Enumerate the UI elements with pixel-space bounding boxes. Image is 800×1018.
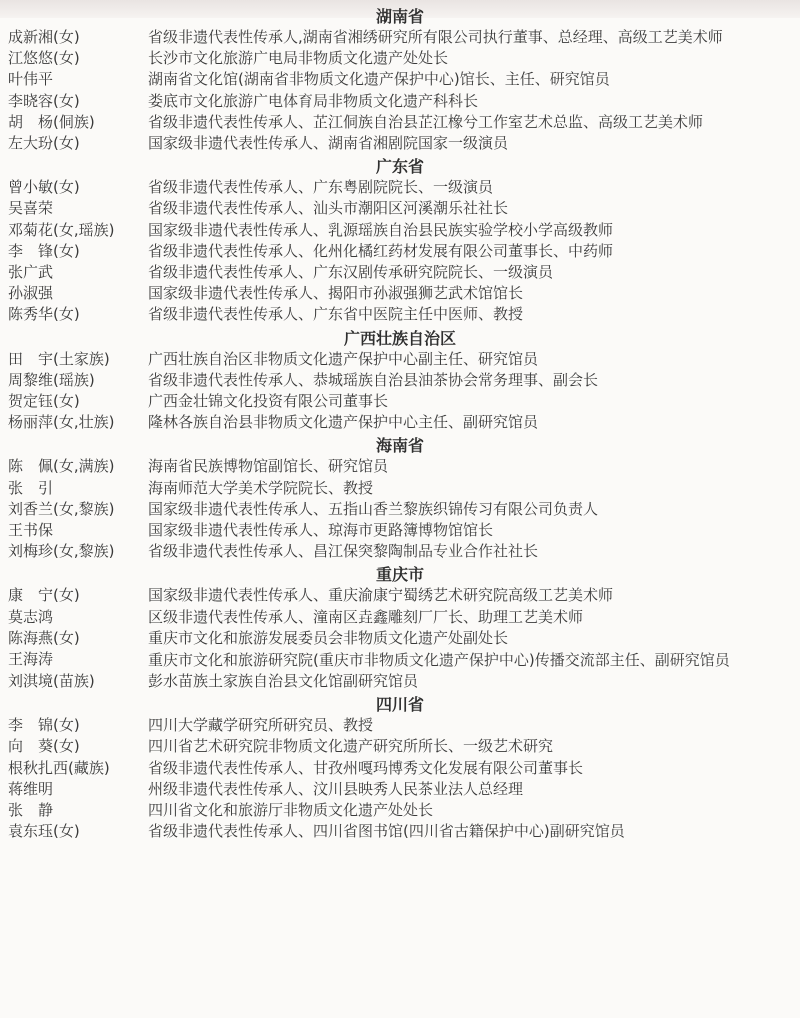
- person-title: 海南师范大学美术学院院长、教授: [148, 478, 374, 497]
- person-title: 四川省艺术研究院非物质文化遗产研究所所长、一级艺术研究: [148, 737, 554, 756]
- person-row: [8, 349, 792, 370]
- person-title: 区级非遗代表性传承人、潼南区垚鑫雕刻厂厂长、助理工艺美术师: [148, 607, 584, 626]
- province-heading: 海南省: [375, 436, 424, 456]
- person-title: 国家级非遗代表性传承人、揭阳市孙淑强狮艺武术馆馆长: [148, 284, 524, 303]
- person-name: 王海涛: [8, 650, 54, 669]
- person-name: 莫志鸿: [8, 607, 54, 626]
- person-title: 娄底市文化旅游广电体育局非物质文化遗产科科长: [148, 91, 479, 110]
- person-name: 张 引: [8, 478, 54, 497]
- person-name: 蒋维明: [8, 779, 54, 798]
- person-title: 州级非遗代表性传承人、汶川县映秀人民茶业法人总经理: [148, 779, 524, 798]
- person-title: 省级非遗代表性传承人,湖南省湘绣研究所有限公司执行董事、总经理、高级工艺美术师: [148, 28, 723, 46]
- province-heading: 重庆市: [375, 565, 424, 585]
- province-heading: 广东省: [375, 157, 424, 177]
- person-name: 左大玢(女): [8, 134, 80, 153]
- person-name: 陈 佩(女,满族): [8, 457, 115, 476]
- person-title: 省级非遗代表性传承人、化州化橘红药材发展有限公司董事长、中药师: [148, 241, 614, 260]
- person-title: 省级非遗代表性传承人、芷江侗族自治县芷江橡兮工作室艺术总监、高级工艺美术师: [148, 112, 704, 131]
- person-title: 省级非遗代表性传承人、广东粤剧院院长、一级演员: [148, 178, 494, 197]
- person-row: [8, 27, 792, 48]
- person-row: [8, 412, 792, 433]
- person-name: 吴喜荣: [8, 199, 54, 218]
- person-name: 田 宇(土家族): [8, 349, 110, 368]
- person-row: [8, 758, 792, 779]
- person-name: 江悠悠(女): [8, 49, 80, 68]
- person-row: [8, 715, 792, 736]
- person-row: [8, 370, 792, 391]
- person-row: [8, 456, 792, 477]
- person-name: 贺定钰(女): [8, 392, 80, 411]
- person-title: 省级非遗代表性传承人、广东省中医院主任中医师、教授: [148, 305, 524, 324]
- person-row: [8, 499, 792, 520]
- person-row: [8, 133, 792, 154]
- person-title: 国家级非遗代表性传承人、重庆渝康宁蜀绣艺术研究院高级工艺美术师: [148, 586, 614, 605]
- person-row: [8, 541, 792, 562]
- person-row: [8, 585, 792, 606]
- person-title: 省级非遗代表性传承人、四川省图书馆(四川省古籍保护中心)副研究馆员: [148, 822, 625, 841]
- person-name: 李 锋(女): [8, 241, 80, 260]
- person-row: [8, 283, 792, 304]
- person-name: 刘淇境(苗族): [8, 672, 95, 691]
- person-title: 隆林各族自治县非物质文化遗产保护中心主任、副研究馆员: [148, 413, 539, 432]
- person-row: [8, 520, 792, 541]
- person-title: 省级非遗代表性传承人、甘孜州嘎玛博秀文化发展有限公司董事长: [148, 758, 584, 777]
- person-title: 海南省民族博物馆副馆长、研究馆员: [148, 457, 389, 476]
- person-name: 曾小敏(女): [8, 178, 80, 197]
- person-title: 省级非遗代表性传承人、恭城瑶族自治县油茶协会常务理事、副会长: [148, 370, 599, 389]
- person-name: 陈海燕(女): [8, 628, 80, 647]
- person-title: 四川大学藏学研究所研究员、教授: [148, 716, 374, 735]
- person-row: [8, 736, 792, 757]
- province-heading: 四川省: [375, 695, 424, 715]
- province-heading: 广西壮族自治区: [343, 328, 456, 348]
- person-row: [8, 69, 792, 90]
- person-title: 长沙市文化旅游广电局非物质文化遗产处处长: [148, 49, 449, 68]
- person-title: 国家级非遗代表性传承人、琼海市更路簿博物馆馆长: [148, 521, 494, 540]
- person-row: [8, 48, 792, 69]
- person-row: [8, 177, 792, 198]
- person-name: 胡 杨(侗族): [8, 112, 95, 131]
- person-title: 湖南省文化馆(湖南省非物质文化遗产保护中心)馆长、主任、研究馆员: [148, 70, 610, 89]
- person-title: 四川省文化和旅游厅非物质文化遗产处处长: [148, 801, 434, 820]
- person-name: 邓菊花(女,瑶族): [8, 220, 115, 239]
- person-row: [8, 304, 792, 325]
- province-heading: 湖南省: [375, 7, 424, 26]
- person-name: 李 锦(女): [8, 716, 80, 735]
- person-title: 彭水苗族土家族自治县文化馆副研究馆员: [148, 672, 419, 691]
- person-title: 国家级非遗代表性传承人、五指山香兰黎族织锦传习有限公司负责人: [148, 499, 599, 518]
- person-row: [8, 779, 792, 800]
- person-title: 省级非遗代表性传承人、广东汉剧传承研究院院长、一级演员: [148, 263, 554, 282]
- person-name: 周黎维(瑶族): [8, 370, 95, 389]
- person-name: 根秋扎西(藏族): [8, 758, 110, 777]
- person-title: 广西金壮锦文化投资有限公司董事长: [148, 392, 389, 411]
- person-name: 张 静: [8, 801, 54, 820]
- person-name: 向 葵(女): [8, 737, 80, 756]
- person-row: [8, 478, 792, 499]
- person-name: 康 宁(女): [8, 586, 80, 605]
- person-row: [8, 262, 792, 283]
- person-title: 重庆市文化和旅游研究院(重庆市非物质文化遗产保护中心)传播交流部主任、副研究馆员: [148, 651, 730, 670]
- person-name: 杨丽萍(女,壮族): [8, 413, 115, 432]
- person-name: 王书保: [8, 521, 54, 540]
- person-row: [8, 241, 792, 262]
- person-row: [8, 220, 792, 241]
- person-title: 国家级非遗代表性传承人、乳源瑶族自治县民族实验学校小学高级教师: [148, 220, 614, 239]
- member-list-document: [8, 4, 792, 843]
- person-name: 刘梅珍(女,黎族): [8, 542, 115, 561]
- person-name: 成新湘(女): [8, 28, 80, 46]
- person-name: 袁东珏(女): [8, 822, 80, 841]
- person-title: 省级非遗代表性传承人、昌江保突黎陶制品专业合作社社长: [148, 542, 539, 561]
- person-row: [8, 671, 792, 692]
- person-row: [8, 649, 792, 671]
- person-name: 李晓容(女): [8, 91, 80, 110]
- person-row: [8, 628, 792, 649]
- person-row: [8, 198, 792, 219]
- person-title: 国家级非遗代表性传承人、湖南省湘剧院国家一级演员: [148, 134, 509, 153]
- person-row: [8, 821, 792, 842]
- person-name: 刘香兰(女,黎族): [8, 499, 115, 518]
- person-name: 陈秀华(女): [8, 305, 80, 324]
- person-name: 叶伟平: [8, 70, 54, 89]
- person-row: [8, 91, 792, 112]
- person-title: 广西壮族自治区非物质文化遗产保护中心副主任、研究馆员: [148, 349, 539, 368]
- person-title: 省级非遗代表性传承人、汕头市潮阳区河溪潮乐社社长: [148, 199, 509, 218]
- person-name: 孙淑强: [8, 284, 54, 303]
- person-name: 张广武: [8, 263, 54, 282]
- person-row: [8, 391, 792, 412]
- person-row: [8, 112, 792, 133]
- person-row: [8, 800, 792, 821]
- person-title: 重庆市文化和旅游发展委员会非物质文化遗产处副处长: [148, 628, 509, 647]
- person-row: [8, 607, 792, 628]
